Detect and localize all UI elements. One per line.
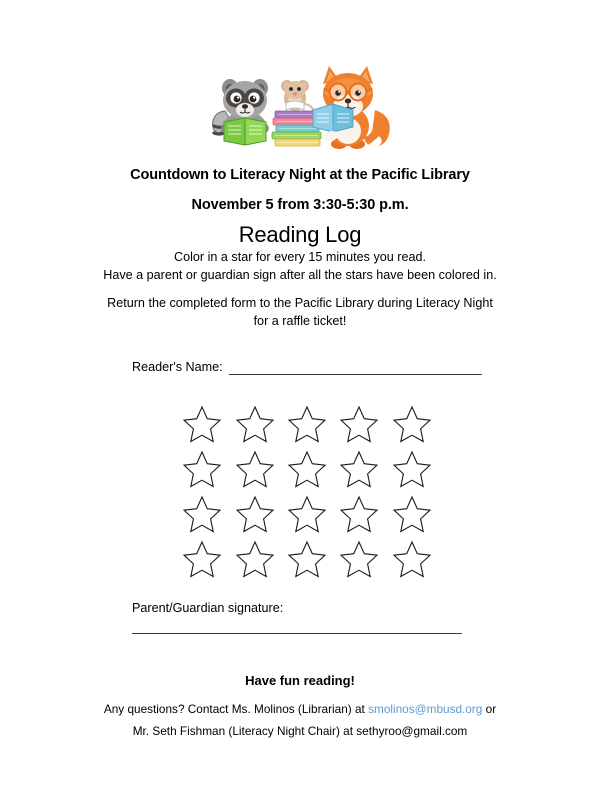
star-1[interactable] <box>182 404 222 444</box>
return-instruction-line2: for a raffle ticket! <box>253 314 347 328</box>
star-14[interactable] <box>339 494 379 534</box>
reading-animals-illustration <box>0 48 600 153</box>
fox-figure <box>313 66 390 149</box>
star-11[interactable] <box>182 494 222 534</box>
star-18[interactable] <box>287 539 327 579</box>
star-20[interactable] <box>392 539 432 579</box>
star-16[interactable] <box>182 539 222 579</box>
flyer-title-line1: Countdown to Literacy Night at the Pacific Library <box>130 167 470 183</box>
star-10[interactable] <box>392 449 432 489</box>
star-4[interactable] <box>339 404 379 444</box>
star-2[interactable] <box>235 404 275 444</box>
star-9[interactable] <box>339 449 379 489</box>
readers-name-row <box>132 360 482 375</box>
closing-message: Have fun reading! <box>245 673 355 688</box>
star-17[interactable] <box>235 539 275 579</box>
parent-guardian-signature-label: Parent/Guardian signature: <box>132 601 284 615</box>
raccoon-figure <box>213 79 271 145</box>
contact-line-1-suffix: or <box>482 702 497 716</box>
star-15[interactable] <box>392 494 432 534</box>
star-grid <box>176 404 438 579</box>
flyer-title-line2: November 5 from 3:30-5:30 p.m. <box>191 197 409 213</box>
star-8[interactable] <box>287 449 327 489</box>
section-title-reading-log: Reading Log <box>238 222 362 247</box>
readers-name-label: Reader's Name: <box>132 360 223 374</box>
instruction-parent-sign: Have a parent or guardian sign after all the stars have been colored in. <box>103 268 497 282</box>
librarian-email-link[interactable]: smolinos@mbusd.org <box>368 702 483 716</box>
return-instruction-line1: Return the completed form to the Pacific Library during Literacy Night <box>107 296 493 310</box>
readers-name-input[interactable] <box>229 360 482 375</box>
star-12[interactable] <box>235 494 275 534</box>
star-5[interactable] <box>392 404 432 444</box>
star-13[interactable] <box>287 494 327 534</box>
parent-guardian-signature-line[interactable] <box>132 633 462 634</box>
contact-line-1 <box>0 702 600 716</box>
star-19[interactable] <box>339 539 379 579</box>
star-3[interactable] <box>287 404 327 444</box>
star-6[interactable] <box>182 449 222 489</box>
instruction-color-star: Color in a star for every 15 minutes you read. <box>174 250 426 264</box>
contact-line-1-prefix: Any questions? Contact Ms. Molinos (Librarian) at <box>103 702 369 716</box>
star-7[interactable] <box>235 449 275 489</box>
contact-line-2: Mr. Seth Fishman (Literacy Night Chair) at sethyroo@gmail.com <box>132 724 468 738</box>
